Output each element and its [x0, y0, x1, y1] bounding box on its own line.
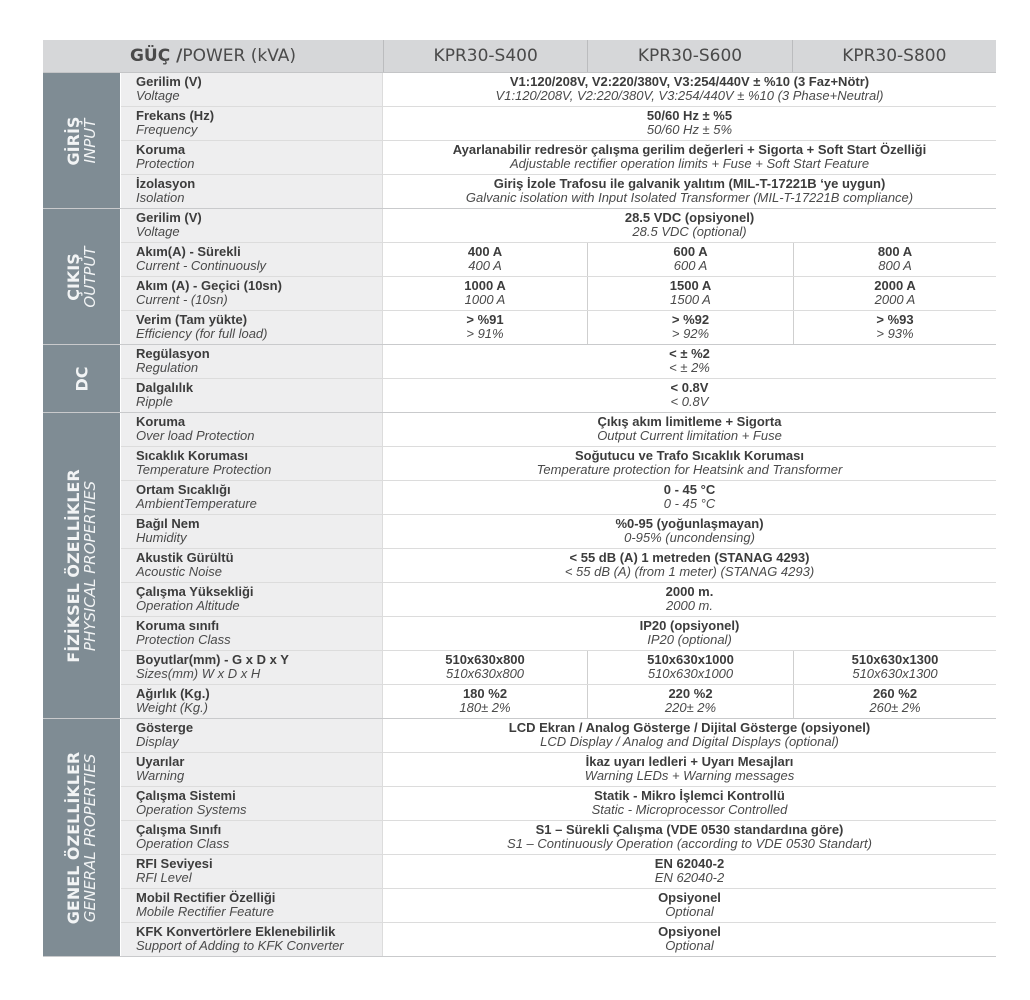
row-values	[383, 73, 996, 106]
value-tr: EN 62040-2	[654, 856, 725, 871]
value-cell	[794, 243, 996, 276]
value-cell	[383, 345, 996, 378]
table-row	[121, 209, 996, 243]
value-en: < ± 2%	[669, 360, 710, 375]
section	[43, 413, 996, 719]
value-cell	[588, 277, 794, 310]
table-row	[121, 73, 996, 107]
value-tr: Ayarlanabilir redresör çalışma gerilim değerleri + Sigorta + Soft Start Özelliği	[452, 142, 927, 157]
value-tr: > %91	[466, 312, 504, 327]
section-label	[43, 209, 121, 344]
row-values	[383, 345, 996, 378]
row-values	[383, 175, 996, 208]
row-label	[121, 617, 383, 650]
value-cell	[383, 651, 588, 684]
section-label-tr: FİZİKSEL ÖZELLİKLER	[63, 468, 83, 663]
row-label-tr: RFI Seviyesi	[136, 856, 213, 871]
row-label	[121, 277, 383, 310]
value-cell	[383, 787, 996, 820]
section-label-en: OUTPUT	[80, 245, 99, 308]
row-values	[383, 243, 996, 276]
value-cell	[383, 311, 588, 344]
row-label-en: Current - (10sn)	[136, 292, 228, 307]
value-en: 50/60 Hz ± 5%	[646, 122, 733, 137]
section-rows	[121, 719, 996, 956]
row-values	[383, 821, 996, 854]
section-label-text	[65, 246, 99, 307]
row-label-tr: Koruma sınıfı	[136, 618, 220, 633]
value-en: EN 62040-2	[654, 870, 725, 885]
value-tr: 260 %2	[872, 686, 918, 701]
section-label-tr: GENEL ÖZELLİKLER	[63, 751, 83, 924]
row-values	[383, 413, 996, 446]
row-label	[121, 685, 383, 718]
value-cell	[383, 141, 996, 174]
value-en: 2000 A	[874, 292, 916, 307]
value-cell	[588, 685, 794, 718]
row-label	[121, 209, 383, 242]
value-cell	[588, 243, 794, 276]
value-cell	[383, 719, 996, 752]
table-row	[121, 311, 996, 344]
row-values	[383, 753, 996, 786]
row-label-tr: Koruma	[136, 142, 186, 157]
value-en: IP20 (optional)	[647, 632, 732, 647]
section-label-en: PHYSICAL PROPERTIES	[80, 480, 99, 651]
section-label-tr: ÇIKIŞ	[63, 252, 83, 301]
value-cell	[383, 753, 996, 786]
row-label-tr: Çalışma Yüksekliği	[136, 584, 254, 599]
value-en: S1 – Continuously Operation (according to VDE 0530 Standart)	[507, 836, 872, 851]
table-row	[121, 923, 996, 956]
value-cell	[588, 311, 794, 344]
section-label-text	[65, 469, 99, 662]
value-cell	[794, 277, 996, 310]
value-tr: Çıkış akım limitleme + Sigorta	[597, 414, 782, 429]
value-tr: 2000 m.	[665, 584, 714, 599]
row-label-tr: Uyarılar	[136, 754, 185, 769]
section-rows	[121, 413, 996, 718]
value-cell	[383, 73, 996, 106]
value-tr: S1 – Sürekli Çalışma (VDE 0530 standardına göre)	[535, 822, 844, 837]
value-tr: 220 %2	[668, 686, 713, 701]
table-row	[121, 685, 996, 718]
row-label-tr: Boyutlar(mm) - G x D x Y	[136, 652, 289, 667]
value-cell	[383, 549, 996, 582]
value-en: 600 A	[673, 258, 708, 273]
power-header-tr: GÜÇ /	[129, 46, 183, 66]
row-label	[121, 719, 383, 752]
value-cell	[383, 583, 996, 616]
value-en: < 55 dB (A) (from 1 meter) (STANAG 4293)	[564, 564, 815, 579]
section-label-text	[65, 751, 99, 923]
row-label-en: Humidity	[136, 530, 187, 545]
row-values	[383, 515, 996, 548]
section-label-tr: GİRİŞ	[63, 116, 83, 165]
section-label-text	[65, 116, 99, 165]
row-values	[383, 379, 996, 412]
value-cell	[588, 651, 794, 684]
value-en: < 0.8V	[670, 394, 709, 409]
value-cell	[383, 107, 996, 140]
row-label-tr: İzolasyon	[136, 176, 196, 191]
row-label-tr: Akım (A) - Geçici (10sn)	[136, 278, 282, 293]
table-row	[121, 719, 996, 753]
table-row	[121, 583, 996, 617]
value-en: 510x630x800	[445, 666, 525, 681]
value-tr: 180 %2	[462, 686, 508, 701]
row-label-en: Mobile Rectifier Feature	[136, 904, 274, 919]
section	[43, 73, 996, 209]
row-label-tr: Ortam Sıcaklığı	[136, 482, 231, 497]
row-values	[383, 787, 996, 820]
section-label-en: GENERAL PROPERTIES	[80, 753, 99, 922]
section-label	[43, 413, 121, 718]
value-en: 1000 A	[464, 292, 506, 307]
value-tr: 1500 A	[669, 278, 712, 293]
row-label	[121, 175, 383, 208]
table-row	[121, 515, 996, 549]
value-en: V1:120/208V, V2:220/380V, V3:254/440V ± %10 (3 Phase+Neutral)	[495, 88, 884, 103]
table-row	[121, 889, 996, 923]
row-label-en: AmbientTemperature	[136, 496, 257, 511]
value-cell	[383, 243, 588, 276]
row-label-tr: Bağıl Nem	[136, 516, 200, 531]
power-header-en: POWER (kVA)	[182, 46, 297, 66]
model-header-s400: KPR30-S400	[384, 40, 588, 72]
row-label-en: Sizes(mm) W x D x H	[136, 666, 261, 681]
value-en: Warning LEDs + Warning messages	[584, 768, 795, 783]
table-row	[121, 549, 996, 583]
value-en: > 93%	[876, 326, 914, 341]
row-label	[121, 73, 383, 106]
section-rows	[121, 345, 996, 412]
table-row	[121, 345, 996, 379]
row-values	[383, 889, 996, 922]
section	[43, 719, 996, 957]
value-en: 510x630x1300	[852, 666, 938, 681]
value-en: > 91%	[466, 326, 504, 341]
value-cell	[383, 821, 996, 854]
value-en: Optional	[665, 904, 714, 919]
section	[43, 209, 996, 345]
row-values	[383, 447, 996, 480]
row-label	[121, 481, 383, 514]
value-tr: < 0.8V	[670, 380, 709, 395]
row-label-en: Isolation	[136, 190, 185, 205]
row-values	[383, 583, 996, 616]
value-en: 510x630x1000	[647, 666, 734, 681]
section-label-tr: DC	[72, 365, 91, 392]
row-label-en: Ripple	[136, 394, 173, 409]
value-cell	[383, 413, 996, 446]
value-tr: 400 A	[467, 244, 503, 259]
value-cell	[383, 617, 996, 650]
value-tr: 510x630x1000	[647, 652, 734, 667]
row-label	[121, 243, 383, 276]
row-label-en: Support of Adding to KFK Converter	[136, 938, 344, 953]
value-en: Adjustable rectifier operation limits + Fuse + Soft Start Feature	[509, 156, 870, 171]
value-en: 0-95% (uncondensing)	[624, 530, 755, 545]
row-label-en: Operation Class	[136, 836, 230, 851]
value-en: Temperature protection for Heatsink and Transformer	[536, 462, 843, 477]
row-values	[383, 107, 996, 140]
value-cell	[794, 685, 996, 718]
row-label-en: Display	[136, 734, 179, 749]
row-label-tr: Gerilim (V)	[136, 74, 202, 89]
spec-table	[43, 40, 996, 957]
row-label-en: Weight (Kg.)	[136, 700, 209, 715]
model-header-s800: KPR30-S800	[842, 46, 947, 66]
table-row	[121, 141, 996, 175]
row-label	[121, 141, 383, 174]
value-tr: 510x630x1300	[851, 652, 939, 667]
row-label-en: Voltage	[136, 88, 180, 103]
value-cell	[383, 209, 996, 242]
row-label-tr: Verim (Tam yükte)	[136, 312, 248, 327]
row-label-tr: Dalgalılık	[136, 380, 194, 395]
row-label-tr: Koruma	[136, 414, 186, 429]
value-cell	[383, 277, 588, 310]
value-tr: V1:120/208V, V2:220/380V, V3:254/440V ± %10 (3 Faz+Nötr)	[509, 74, 870, 89]
value-en: 2000 m.	[666, 598, 713, 613]
value-tr: 2000 A	[874, 278, 916, 293]
table-row	[121, 175, 996, 208]
row-label-en: Voltage	[136, 224, 180, 239]
value-en: 220± 2%	[664, 700, 717, 715]
value-tr: 800 A	[877, 244, 913, 259]
value-cell	[383, 515, 996, 548]
row-label	[121, 889, 383, 922]
row-label-en: Acoustic Noise	[136, 564, 222, 579]
row-label-en: Warning	[136, 768, 185, 783]
value-en: 28.5 VDC (optional)	[632, 224, 747, 239]
row-label-tr: Akım(A) - Sürekli	[136, 244, 241, 259]
table-row	[121, 107, 996, 141]
row-label-tr: Gerilim (V)	[136, 210, 202, 225]
row-values	[383, 277, 996, 310]
value-en: 400 A	[468, 258, 502, 273]
row-label-en: Protection	[136, 156, 195, 171]
row-values	[383, 311, 996, 344]
value-en: Optional	[665, 938, 714, 953]
row-label-tr: Regülasyon	[136, 346, 210, 361]
table-row	[121, 447, 996, 481]
row-values	[383, 549, 996, 582]
row-label-tr: KFK Konvertörlere Eklenebilirlik	[136, 924, 336, 939]
value-tr: 510x630x800	[445, 652, 525, 667]
row-label	[121, 821, 383, 854]
row-values	[383, 209, 996, 242]
row-label-tr: Mobil Rectifier Özelliği	[136, 890, 276, 905]
sections	[43, 73, 996, 957]
row-label	[121, 107, 383, 140]
value-cell	[383, 379, 996, 412]
row-label	[121, 923, 383, 956]
row-label-tr: Çalışma Sınıfı	[136, 822, 222, 837]
row-values	[383, 923, 996, 956]
row-label	[121, 549, 383, 582]
row-label-tr: Akustik Gürültü	[136, 550, 234, 565]
row-values	[383, 617, 996, 650]
value-en: 1500 A	[670, 292, 711, 307]
row-values	[383, 481, 996, 514]
row-label	[121, 787, 383, 820]
value-tr: Opsiyonel	[658, 890, 721, 905]
table-row	[121, 617, 996, 651]
value-tr: > %92	[671, 312, 710, 327]
table-row	[121, 379, 996, 412]
value-tr: Soğutucu ve Trafo Sıcaklık Koruması	[574, 448, 804, 463]
section-label	[43, 719, 121, 956]
section-label-text	[73, 366, 90, 391]
value-en: Output Current limitation + Fuse	[597, 428, 782, 443]
value-cell	[794, 651, 996, 684]
value-en: 180± 2%	[459, 700, 511, 715]
row-label-tr: Gösterge	[136, 720, 194, 735]
row-values	[383, 141, 996, 174]
row-values	[383, 685, 996, 718]
section-label-en: INPUT	[80, 118, 99, 163]
section-rows	[121, 73, 996, 208]
table-row	[121, 787, 996, 821]
row-values	[383, 855, 996, 888]
row-label	[121, 583, 383, 616]
value-tr: IP20 (opsiyonel)	[639, 618, 740, 633]
value-cell	[794, 311, 996, 344]
table-row	[121, 413, 996, 447]
value-tr: 0 - 45 °C	[663, 482, 716, 497]
value-tr: Statik - Mikro İşlemci Kontrollü	[594, 788, 785, 803]
row-label	[121, 379, 383, 412]
row-values	[383, 651, 996, 684]
row-label	[121, 651, 383, 684]
value-tr: < ± %2	[669, 346, 710, 361]
value-cell	[383, 481, 996, 514]
value-en: 260± 2%	[869, 700, 921, 715]
power-header	[43, 40, 384, 72]
value-en: Galvanic isolation with Input Isolated Transformer (MIL-T-17221B compliance)	[465, 190, 914, 205]
model-header-s600: KPR30-S600	[588, 40, 792, 72]
section-label	[43, 73, 121, 208]
value-tr: %0-95 (yoğunlaşmayan)	[615, 516, 764, 531]
table-row	[121, 651, 996, 685]
table-row	[121, 277, 996, 311]
value-tr: 50/60 Hz ± %5	[646, 108, 733, 123]
row-label	[121, 855, 383, 888]
section	[43, 345, 996, 413]
table-row	[121, 481, 996, 515]
value-tr: 28.5 VDC (opsiyonel)	[624, 210, 755, 225]
section-label	[43, 345, 121, 412]
row-values	[383, 719, 996, 752]
value-cell	[383, 889, 996, 922]
row-label-en: Over load Protection	[136, 428, 255, 443]
value-tr: 1000 A	[464, 278, 506, 293]
value-tr: İkaz uyarı ledleri + Uyarı Mesajları	[585, 754, 794, 769]
value-tr: 600 A	[673, 244, 708, 259]
row-label-tr: Frekans (Hz)	[136, 108, 215, 123]
value-en: LCD Display / Analog and Digital Displays (optional)	[540, 734, 839, 749]
row-label-en: Efficiency (for full load)	[136, 326, 268, 341]
row-label-en: Operation Altitude	[136, 598, 240, 613]
value-tr: LCD Ekran / Analog Gösterge / Dijital Gösterge (opsiyonel)	[508, 720, 871, 735]
row-label	[121, 515, 383, 548]
value-en: > 92%	[671, 326, 710, 341]
value-en: Static - Microprocessor Controlled	[591, 802, 788, 817]
row-label-tr: Çalışma Sistemi	[136, 788, 236, 803]
value-cell	[383, 175, 996, 208]
value-tr: Giriş İzole Trafosu ile galvanik yalıtım (MIL-T-17221B ‘ye uygun)	[493, 176, 886, 191]
row-label-en: Regulation	[136, 360, 199, 375]
value-cell	[383, 923, 996, 956]
row-label-tr: Ağırlık (Kg.)	[136, 686, 210, 701]
row-label-en: Temperature Protection	[136, 462, 272, 477]
row-label-en: Frequency	[136, 122, 198, 137]
value-tr: < 55 dB (A) 1 metreden (STANAG 4293)	[569, 550, 810, 565]
row-label-tr: Sıcaklık Koruması	[136, 448, 248, 463]
row-label	[121, 753, 383, 786]
value-cell	[383, 447, 996, 480]
row-label-en: RFI Level	[136, 870, 192, 885]
value-en: 0 - 45 °C	[663, 496, 716, 511]
value-cell	[383, 855, 996, 888]
table-row	[121, 243, 996, 277]
row-label-en: Protection Class	[136, 632, 231, 647]
value-cell	[383, 685, 588, 718]
row-label	[121, 345, 383, 378]
table-header	[43, 40, 996, 73]
row-label-en: Current - Continuously	[136, 258, 267, 273]
row-label-en: Operation Systems	[136, 802, 247, 817]
row-label	[121, 311, 383, 344]
row-label	[121, 447, 383, 480]
table-row	[121, 753, 996, 787]
row-label	[121, 413, 383, 446]
value-en: 800 A	[878, 258, 912, 273]
table-row	[121, 821, 996, 855]
value-tr: > %93	[876, 312, 914, 327]
table-row	[121, 855, 996, 889]
section-rows	[121, 209, 996, 344]
value-tr: Opsiyonel	[658, 924, 721, 939]
